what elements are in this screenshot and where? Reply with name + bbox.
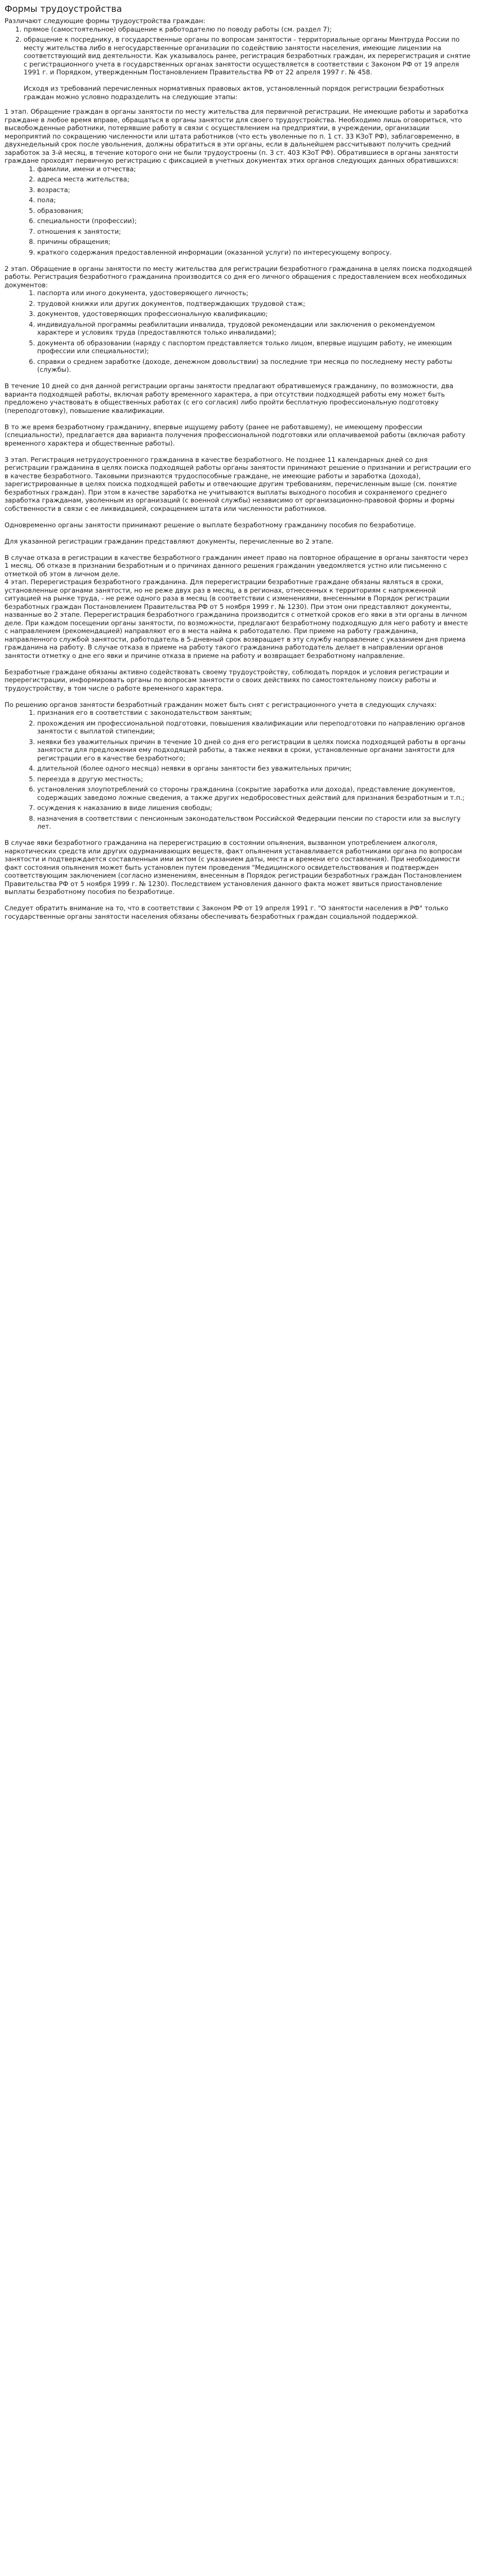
stage-1-list <box>5 165 472 257</box>
list-item: 1. паспорта или иного документа, удостоверяющего личность; <box>37 289 472 297</box>
removal-list <box>5 709 472 831</box>
list-item: 1. прямое (самостоятельное) обращение к работодателю по поводу работы (см. раздел 7); <box>24 25 472 34</box>
body-paragraph: Одновременно органы занятости принимают решение о выплате безработному гражданину пособия по безработице. <box>5 520 416 529</box>
page-title: Формы трудоустройства <box>5 3 122 14</box>
removal-intro-paragraph: По решению органов занятости безработный гражданин может быть снят с регистрационного учета в следующих случаях: <box>5 700 437 709</box>
list-item: 9. краткого содержания предоставленной информации (оказанной услуги) по интересующему вопросу. <box>37 248 472 257</box>
list-item: 4. пола; <box>37 196 472 204</box>
list-item: 3. возраста; <box>37 186 472 194</box>
body-paragraph: Для указанной регистрации гражданин представляют документы, перечисленные во 2 этапе. <box>5 537 334 545</box>
stage-1-paragraph: 1 этап. Обращение граждан в органы занятости по месту жительства для первичной регистрации. Не имеющие работы и заработка граждане в любое время вправе, обращаться в органы занятости для своего трудоустройства. Необходимо лишь оговориться, что высвобожденные работники, потерявшие работу в связи с осуществлением на предприятии, в учреждении, организации мероприятий по сокращению численности или штата работников (что есть уволенные по п. 1 ст. 33 КЗоТ РФ), заблаговременно, в двухнедельный срок после увольнения, должны обратиться в эти органы, если в дальнейшем рассчитывают получить средний заработок за 3-й месяц, в течение которого они не были трудоустроены (п. 3 ст. 403 КЗоТ РФ). Обратившиеся в органы занятости граждане проходят первичную регистрацию с фиксацией в учетных документах этих органов следующих данных обратившихся: <box>5 108 469 164</box>
list-item: 1. признания его в соответствии с законодательством занятым; <box>37 709 472 717</box>
list-item: 6. установления злоупотреблений со стороны гражданина (сокрытие заработка или дохода), представление документов, содержащих заведомо ложные сведения, а также других недобросовестных действий для признания безработным и т.п.; <box>37 785 472 802</box>
body-paragraph: В течение 10 дней со дня данной регистрации органы занятости предлагают обратившемуся гражданину, по возможности, два варианта подходящей работы, включая работу временного характера, а при отсутствии подходящей работы ему может быть предложено участвовать в общественных работах (с его согласия) либо пройти бесплатную профессиональную подготовку (переподготовку), повышение квалификации. <box>5 382 453 415</box>
stage-3-paragraph: 3 этап. Регистрация нетрудоустроенного гражданина в качестве безработного. Не позднее 11 календарных дней со дня регистрации гражданина в целях поиска подходящей работы органы занятости принимают решение о признании и регистрации его в качестве безработного. Таковыми признаются трудоспособные граждане, не имеющие работы и заработка (дохода), зарегистрированные в целях поиска подходящей работы и отвечающие другим требованиям, перечисленным выше (см. понятие безработных граждан). При этом в качестве заработка не учитываются выплаты выходного пособия и сохраняемого среднего заработка гражданам, уволенным из организаций (с военной службы) независимо от организационно-правовой формы и формы собственности в связи с ее ликвидацией, сокращением штата или численности работников. <box>5 455 471 513</box>
list-item: 8. назначения в соответствии с пенсионным законодательством Российской Федерации пенсии по старости или за выслугу лет. <box>37 815 472 831</box>
list-item: 6. справки о среднем заработке (доходе, денежном довольствии) за последние три месяца по последнему месту работы (службы). <box>37 358 472 374</box>
stage-2-paragraph: 2 этап. Обращение в органы занятости по месту жительства для регистрации безработного гражданина в целях поиска подходящей работы. Регистрация безработного гражданина производится со дня его личного обращения с предоставлением всех необходимых документов: <box>5 264 472 289</box>
list-item: 8. причины обращения; <box>37 238 472 246</box>
body-paragraph: В случае явки безработного гражданина на перерегистрацию в состоянии опьянения, вызванном употреблением алкоголя, наркотических средств или других одурманивающих веществ, факт опьянения устанавливается работниками органа по вопросам занятости и подтверждается составленным ими актом (с указанием даты, места и времени его составления). При необходимости факт состояния опьянения может быть установлен путем проведения "Медицинского освидетельствования и подтвержден соответствующим заключением (согласно изменениям, внесенным в Порядок регистрации безработных граждан Постановлением Правительства РФ от 5 ноября 1999 г. № 1230). Последствием установления данного факта может явиться приостановление выплаты безработному пособия по безработице. <box>5 839 462 896</box>
list-item: 2. прохождения им профессиональной подготовки, повышения квалификации или переподготовки по направлению органов занятости с выплатой стипендии; <box>37 719 472 736</box>
list-item: 2. трудовой книжки или других документов, подтверждающих трудовой стаж; <box>37 300 472 308</box>
list-item: 4. индивидуальной программы реабилитации инвалида, трудовой рекомендации или заключения о рекомендуемом характере и условиях труда (предоставляются только инвалидами); <box>37 321 472 337</box>
list-item: 5. переезда в другую местность; <box>37 775 472 784</box>
intro-paragraph: Различают следующие формы трудоустройства граждан: <box>5 17 206 25</box>
body-paragraph: В то же время безработному гражданину, впервые ищущему работу (ранее не работавшему), не имеющему профессии (специальности), предлагается два варианта получения профессиональной подготовки или оплачиваемой работы (включая работу временного характера и общественные работы). <box>5 422 466 447</box>
stage-2-list <box>5 289 472 374</box>
list-item: 3. документов, удостоверяющих профессиональную квалификацию; <box>37 310 472 318</box>
body-paragraph: Следует обратить внимание на то, что в соответствии с Законом РФ от 19 апреля 1991 г. "О занятости населения в РФ" только государственные органы занятости населения обязаны обеспечивать безработных граждан социальной поддержкой. <box>5 904 449 920</box>
forms-note: Исходя из требований перечисленных нормативных правовых актов, установленный порядок регистрации безработных граждан можно условно подразделить на следующие этапы: <box>24 84 444 101</box>
forms-list <box>5 25 472 101</box>
list-item: 2. адреса места жительства; <box>37 175 472 184</box>
list-item: 2. обращение к посреднику, в государственные органы по вопросам занятости - территориальные органы Минтруда России по месту жительства либо в негосударственные организации по содействию занятости населения, имеющие лицензии на соответствующий вид деятельности. Как указывалось ранее, регистрация безработных граждан, их перерегистрация и снятие с регистрационного учета в государственных органах занятости осуществляется в соответствии с Законом РФ от 19 апреля 1991 г. и Порядком, утвержденным Постановлением Правительства РФ от 22 апреля 1997 г. № 458. Исходя из требований перечисленных нормативных правовых актов, установленный порядок регистрации безработных граждан можно условно подразделить на следующие этапы: <box>24 35 472 101</box>
stage-4-paragraph: 4 этап. Перерегистрация безработного гражданина. Для перерегистрации безработные граждане обязаны являться в сроки, установленные органами занятости, но не реже двух раз в месяц, а в регионах, отнесенных к территориям с напряженной ситуацией на рынке труда, - не реже одного раза в месяц (в соответствии с изменениями, внесенными в Порядок регистрации безработных граждан Постановлением Правительства РФ от 5 ноября 1999 г. № 1230). При этом они представляют документы, названные во 2 этапе. Перерегистрация безработного гражданина производится с отметкой сроков его явки в эти органы в личном деле. При каждом посещении органы занятости, по возможности, предлагают безработному подходящую для него работу и вместе с направлением (рекомендацией) направляют его в места найма к работодателю. При приеме на работу гражданина, направленного службой занятости, работодатель в 5-дневный срок возвращает в эту службу направление с указанием дня приема гражданина на работу. В случае отказа в приеме на работу такого гражданина работодатель делает в направлении органов занятости отметку о дне его явки и причине отказа в приеме на работу и возвращает безработному направление. <box>5 578 468 660</box>
list-item: 4. длительной (более одного месяца) неявки в органы занятости без уважительных причин; <box>37 764 472 773</box>
body-paragraph: В случае отказа в регистрации в качестве безработного гражданин имеет право на повторное обращение в органы занятости через 1 месяц. Об отказе в признании безработным и о причинах данного решения гражданин уведомляется устно или письменно с отметкой об этом в личном деле. <box>5 553 469 578</box>
list-item: 5. образования; <box>37 207 472 215</box>
article <box>0 0 477 935</box>
list-item: 6. специальности (профессии); <box>37 217 472 225</box>
list-item: 1. фамилии, имени и отчества; <box>37 165 472 173</box>
body-paragraph: Безработные граждане обязаны активно содействовать своему трудоустройству, соблюдать порядок и условия регистрации и перерегистрации, информировать органы по вопросам занятости о своих действиях по самостоятельному поиску работы и трудоустройству, в том числе о работе временного характера. <box>5 668 449 692</box>
list-item: 7. отношения к занятости; <box>37 228 472 236</box>
list-item: 5. документа об образовании (наряду с паспортом представляется только лицом, впервые ищущим работу, не имеющим профессии или специальности); <box>37 339 472 355</box>
list-item: 7. осуждения к наказанию в виде лишения свободы; <box>37 804 472 812</box>
list-item: 3. неявки без уважительных причин в течение 10 дней со дня его регистрации в целях поиска подходящей работы в органы занятости для предложения ему подходящей работы, а также неявки в сроки, установленные органами занятости для регистрации его в качестве безработного; <box>37 738 472 763</box>
